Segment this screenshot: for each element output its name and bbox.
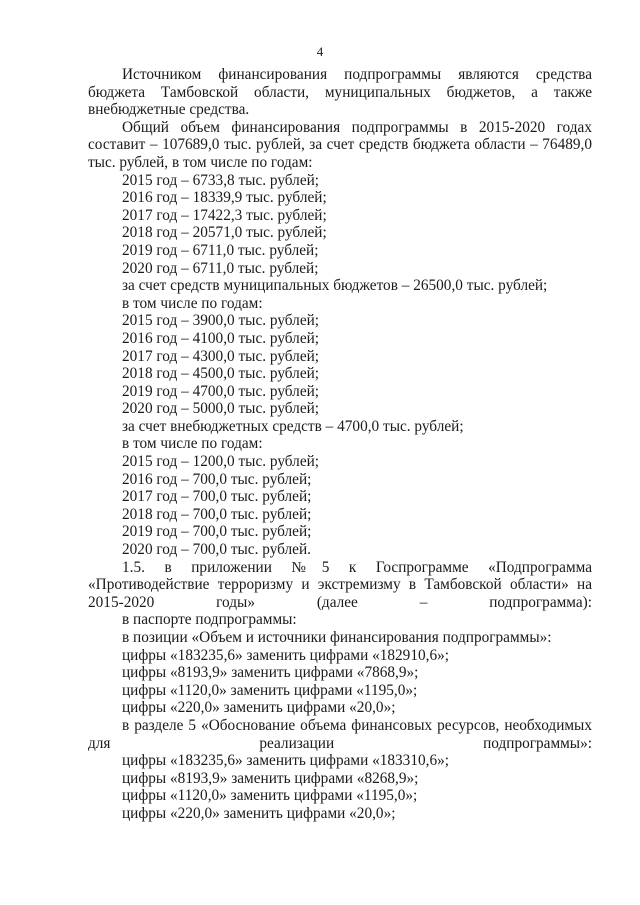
list-item: 2018 год – 20571,0 тыс. рублей;: [122, 224, 327, 242]
list-item: цифры «8193,9» заменить цифрами «8268,9»;: [122, 769, 419, 787]
list-item: за счет внебюджетных средств – 4700,0 тыс. рублей;: [122, 417, 464, 435]
page-number: 4: [316, 44, 324, 59]
list-item: цифры «1120,0» заменить цифрами «1195,0»;: [122, 787, 418, 805]
list-item: 2019 год – 700,0 тыс. рублей;: [122, 523, 312, 541]
section-5-changes-list: [88, 752, 592, 822]
list-item: 2018 год – 4500,0 тыс. рублей;: [122, 365, 320, 383]
list-item: цифры «183235,6» заменить цифрами «182910,6»;: [122, 646, 450, 664]
list-item: 2016 год – 4100,0 тыс. рублей;: [122, 329, 320, 347]
list-item: 2020 год – 5000,0 тыс. рублей;: [122, 400, 320, 418]
list-item: 2017 год – 17422,3 тыс. рублей;: [122, 206, 327, 224]
list-item: в том числе по годам:: [122, 294, 263, 312]
list-item: в паспорте подпрограммы:: [122, 611, 297, 629]
section-1-5-paragraph: 1.5. в приложении №5 к Госпрограмме «Подпрограмма «Противодействие терроризму и экстремизму в Тамбовской области» на 2015-2020 годы» (далее – подпрограмма):: [88, 558, 592, 611]
list-item: цифры «1120,0» заменить цифрами «1195,0»;: [122, 681, 418, 699]
list-item: 2020 год – 6711,0 тыс. рублей;: [122, 259, 319, 277]
list-item: 2015 год – 1200,0 тыс. рублей;: [122, 453, 320, 471]
passport-changes-list: [88, 611, 592, 717]
list-item: за счет средств муниципальных бюджетов – 26500,0 тыс. рублей;: [122, 277, 548, 295]
list-item: 2017 год – 4300,0 тыс. рублей;: [122, 347, 320, 365]
list-item: цифры «220,0» заменить цифрами «20,0»;: [122, 699, 396, 717]
list-item: 2016 год – 18339,9 тыс. рублей;: [122, 189, 327, 207]
list-item: цифры «8193,9» заменить цифрами «7868,9»;: [122, 664, 419, 682]
funding-sources-paragraph: Источником финансирования подпрограммы являются средства бюджета Тамбовской области, муниципальных бюджетов, а также внебюджетные средства.: [88, 66, 592, 119]
section-5-paragraph: в разделе 5 «Обоснование объема финансовых ресурсов, необходимых для реализации подпрограммы»:: [88, 716, 592, 752]
list-item: в позиции «Объем и источники финансирования подпрограммы»:: [122, 629, 552, 646]
list-item: цифры «220,0» заменить цифрами «20,0»;: [122, 804, 396, 822]
list-item: 2015 год – 3900,0 тыс. рублей;: [122, 312, 320, 330]
list-item: 2015 год – 6733,8 тыс. рублей;: [122, 171, 320, 189]
list-item: 2017 год – 700,0 тыс. рублей;: [122, 488, 312, 506]
list-item: 2016 год – 700,0 тыс. рублей;: [122, 470, 312, 488]
list-item: 2019 год – 4700,0 тыс. рублей;: [122, 382, 320, 400]
total-funding-paragraph: Общий объем финансирования подпрограммы в 2015-2020 годах составит – 107689,0 тыс. рублей, за счет средств бюджета области – 76489,0 тыс. рублей, в том числе по годам:: [88, 118, 592, 171]
list-item: в том числе по годам:: [122, 435, 263, 453]
regional-funding-list: [88, 172, 592, 559]
document-body: [88, 66, 592, 823]
list-item: 2020 год – 700,0 тыс. рублей.: [122, 541, 311, 559]
list-item: 2019 год – 6711,0 тыс. рублей;: [122, 241, 319, 259]
list-item: цифры «183235,6» заменить цифрами «183310,6»;: [122, 752, 450, 770]
list-item: 2018 год – 700,0 тыс. рублей;: [122, 505, 312, 523]
